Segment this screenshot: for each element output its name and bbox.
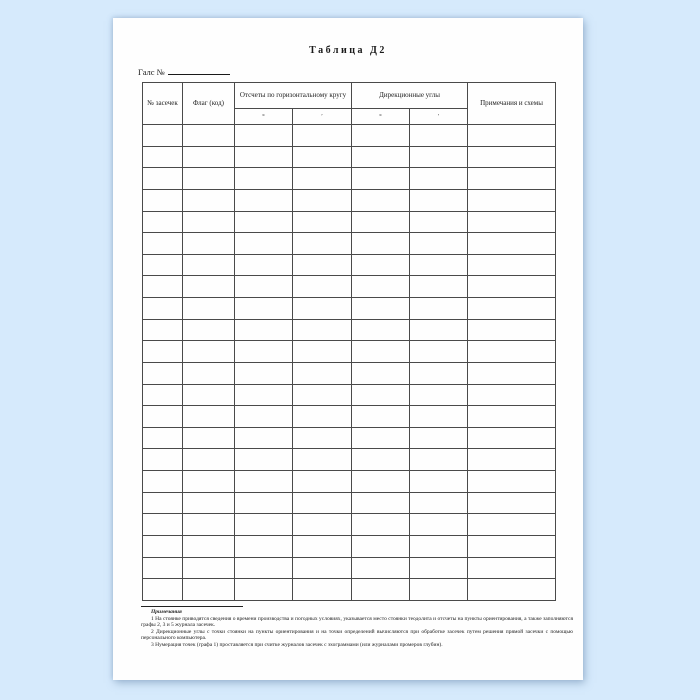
table-cell: [410, 449, 468, 471]
table-row: [143, 384, 556, 406]
table-cell: [235, 514, 293, 536]
table-cell: [352, 319, 410, 341]
table-cell: [468, 492, 556, 514]
table-cell: [183, 254, 235, 276]
table-cell: [352, 427, 410, 449]
table-cell: [468, 384, 556, 406]
table-cell: [235, 427, 293, 449]
table-cell: [293, 362, 352, 384]
table-cell: [352, 341, 410, 363]
table-cell: [143, 233, 183, 255]
table-cell: [410, 254, 468, 276]
table-cell: [183, 362, 235, 384]
table-cell: [352, 362, 410, 384]
survey-table: [142, 82, 556, 601]
table-cell: [143, 319, 183, 341]
table-cell: [410, 579, 468, 601]
table-body: [143, 125, 556, 601]
table-cell: [293, 341, 352, 363]
table-cell: [410, 492, 468, 514]
table-cell: [143, 362, 183, 384]
table-cell: [235, 189, 293, 211]
table-cell: [143, 341, 183, 363]
table-cell: [352, 557, 410, 579]
table-cell: [468, 427, 556, 449]
table-cell: [183, 298, 235, 320]
table-row: [143, 406, 556, 428]
table-cell: [235, 168, 293, 190]
table-cell: [293, 579, 352, 601]
table-cell: [293, 427, 352, 449]
table-row: [143, 557, 556, 579]
table-cell: [410, 514, 468, 536]
table-cell: [293, 298, 352, 320]
table-row: [143, 254, 556, 276]
col-header-readings: Отсчеты по горизонтальному кругу: [235, 83, 352, 109]
table-cell: [293, 276, 352, 298]
table-cell: [235, 125, 293, 147]
table-cell: [235, 384, 293, 406]
table-cell: [183, 276, 235, 298]
table-cell: [143, 514, 183, 536]
note-item-1: 1 На стоянке приводятся сведения о времени производства и погодных условиях, указывается место стоянки теодолита и отсчеты на пункты ориентирования, а также заполняются графы 2, 3 и 5 журнала засечек.: [141, 615, 573, 629]
table-cell: [183, 125, 235, 147]
table-cell: [410, 276, 468, 298]
table-cell: [410, 298, 468, 320]
table-row: [143, 211, 556, 233]
table-cell: [410, 471, 468, 493]
table-cell: [410, 125, 468, 147]
table-cell: [183, 168, 235, 190]
table-cell: [352, 492, 410, 514]
table-cell: [183, 471, 235, 493]
table-row: [143, 427, 556, 449]
table-cell: [143, 535, 183, 557]
table-cell: [352, 211, 410, 233]
table-cell: [143, 168, 183, 190]
table-cell: [468, 557, 556, 579]
table-cell: [468, 298, 556, 320]
col-header-flag: Флаг (код): [183, 83, 235, 125]
table-cell: [293, 254, 352, 276]
table-cell: [143, 125, 183, 147]
table-row: [143, 276, 556, 298]
table-cell: [468, 341, 556, 363]
table-cell: [352, 189, 410, 211]
gals-label: Галс №: [138, 67, 165, 77]
table-cell: [410, 557, 468, 579]
table-cell: [235, 211, 293, 233]
table-cell: [468, 276, 556, 298]
table-cell: [235, 492, 293, 514]
table-cell: [352, 168, 410, 190]
table-cell: [293, 189, 352, 211]
table-cell: [235, 319, 293, 341]
table-cell: [293, 514, 352, 536]
table-cell: [235, 471, 293, 493]
table-cell: [293, 535, 352, 557]
table-cell: [143, 254, 183, 276]
table-row: [143, 298, 556, 320]
table-cell: [410, 146, 468, 168]
table-cell: [143, 146, 183, 168]
table-cell: [468, 211, 556, 233]
table-cell: [183, 449, 235, 471]
col-header-number: № засечек: [143, 83, 183, 125]
table-cell: [293, 211, 352, 233]
table-cell: [183, 211, 235, 233]
table-cell: [468, 362, 556, 384]
table-row: [143, 449, 556, 471]
table-cell: [352, 125, 410, 147]
table-cell: [183, 579, 235, 601]
table-cell: [183, 514, 235, 536]
table-cell: [293, 557, 352, 579]
notes-heading: Примечания: [151, 609, 182, 615]
table-cell: [468, 146, 556, 168]
table-cell: [410, 341, 468, 363]
table-cell: [468, 233, 556, 255]
table-cell: [183, 427, 235, 449]
table-cell: [352, 146, 410, 168]
table-cell: [352, 254, 410, 276]
table-row: [143, 341, 556, 363]
table-cell: [143, 579, 183, 601]
table-cell: [293, 168, 352, 190]
table-cell: [143, 557, 183, 579]
table-cell: [235, 579, 293, 601]
table-cell: [143, 406, 183, 428]
subcol-angles-degrees: °: [352, 109, 410, 125]
table-row: [143, 233, 556, 255]
table-cell: [143, 471, 183, 493]
table-cell: [235, 298, 293, 320]
table-cell: [235, 233, 293, 255]
table-cell: [352, 298, 410, 320]
table-cell: [235, 535, 293, 557]
table-cell: [235, 276, 293, 298]
table-cell: [143, 276, 183, 298]
table-cell: [352, 406, 410, 428]
table-cell: [235, 341, 293, 363]
note-item-3: 3 Нумерация точек (графа 1) проставляется при считке журналов засечек с эхограммами (или журналами промеров глубин).: [151, 641, 443, 648]
table-cell: [410, 384, 468, 406]
table-cell: [468, 471, 556, 493]
table-header: [143, 83, 556, 125]
table-row: [143, 579, 556, 601]
table-cell: [293, 406, 352, 428]
table-cell: [143, 384, 183, 406]
table-cell: [352, 579, 410, 601]
table-cell: [235, 406, 293, 428]
table-cell: [183, 233, 235, 255]
table-cell: [293, 319, 352, 341]
table-cell: [410, 319, 468, 341]
table-cell: [352, 276, 410, 298]
table-cell: [410, 406, 468, 428]
table-cell: [183, 535, 235, 557]
footnote-separator: [141, 606, 243, 607]
table-cell: [410, 189, 468, 211]
note-item-2: 2 Дирекционные углы с точки стоянки на пункты ориентирования и на точки определений вычисляются при обработке засечек путем решения прямой засечки с помощью персонального компьютера.: [141, 628, 573, 642]
document-page: [113, 18, 583, 680]
table-row: [143, 319, 556, 341]
table-cell: [143, 427, 183, 449]
table-cell: [352, 384, 410, 406]
table-cell: [293, 471, 352, 493]
table-cell: [468, 579, 556, 601]
table-cell: [293, 449, 352, 471]
table-cell: [143, 492, 183, 514]
table-cell: [468, 449, 556, 471]
subcol-angles-minutes: ′: [410, 109, 468, 125]
table-row: [143, 125, 556, 147]
table-cell: [352, 449, 410, 471]
table-cell: [183, 384, 235, 406]
table-row: [143, 471, 556, 493]
subcol-readings-degrees: °: [235, 109, 293, 125]
gals-field: [138, 66, 583, 78]
table-cell: [183, 146, 235, 168]
table-cell: [293, 125, 352, 147]
table-cell: [143, 298, 183, 320]
table-cell: [410, 168, 468, 190]
table-cell: [468, 168, 556, 190]
table-cell: [293, 146, 352, 168]
table-cell: [468, 125, 556, 147]
table-cell: [352, 233, 410, 255]
notes-section: [141, 609, 573, 649]
table-cell: [183, 341, 235, 363]
table-cell: [468, 535, 556, 557]
table-row: [143, 189, 556, 211]
table-cell: [468, 254, 556, 276]
table-cell: [235, 146, 293, 168]
table-cell: [143, 189, 183, 211]
table-cell: [183, 189, 235, 211]
subcol-readings-minutes: ′: [293, 109, 352, 125]
table-cell: [235, 362, 293, 384]
table-cell: [293, 384, 352, 406]
table-cell: [352, 471, 410, 493]
table-cell: [352, 535, 410, 557]
table-cell: [410, 427, 468, 449]
table-row: [143, 362, 556, 384]
gals-blank-line: [168, 66, 230, 75]
table-cell: [143, 211, 183, 233]
table-cell: [468, 514, 556, 536]
table-cell: [235, 557, 293, 579]
table-row: [143, 146, 556, 168]
table-row: [143, 535, 556, 557]
table-cell: [183, 557, 235, 579]
page-title: Таблица Д2: [309, 45, 387, 56]
table-cell: [183, 319, 235, 341]
table-cell: [183, 406, 235, 428]
col-header-directional-angles: Дирекционные углы: [352, 83, 468, 109]
table-cell: [293, 233, 352, 255]
col-header-notes: Примечания и схемы: [468, 83, 556, 125]
table-row: [143, 168, 556, 190]
table-cell: [468, 406, 556, 428]
table-cell: [235, 449, 293, 471]
table-cell: [410, 362, 468, 384]
table-cell: [143, 449, 183, 471]
table-cell: [468, 319, 556, 341]
table-cell: [468, 189, 556, 211]
table-cell: [352, 514, 410, 536]
table-cell: [183, 492, 235, 514]
table-row: [143, 492, 556, 514]
table-cell: [410, 535, 468, 557]
table-cell: [410, 233, 468, 255]
table-cell: [235, 254, 293, 276]
table-cell: [410, 211, 468, 233]
table-row: [143, 514, 556, 536]
table-cell: [293, 492, 352, 514]
